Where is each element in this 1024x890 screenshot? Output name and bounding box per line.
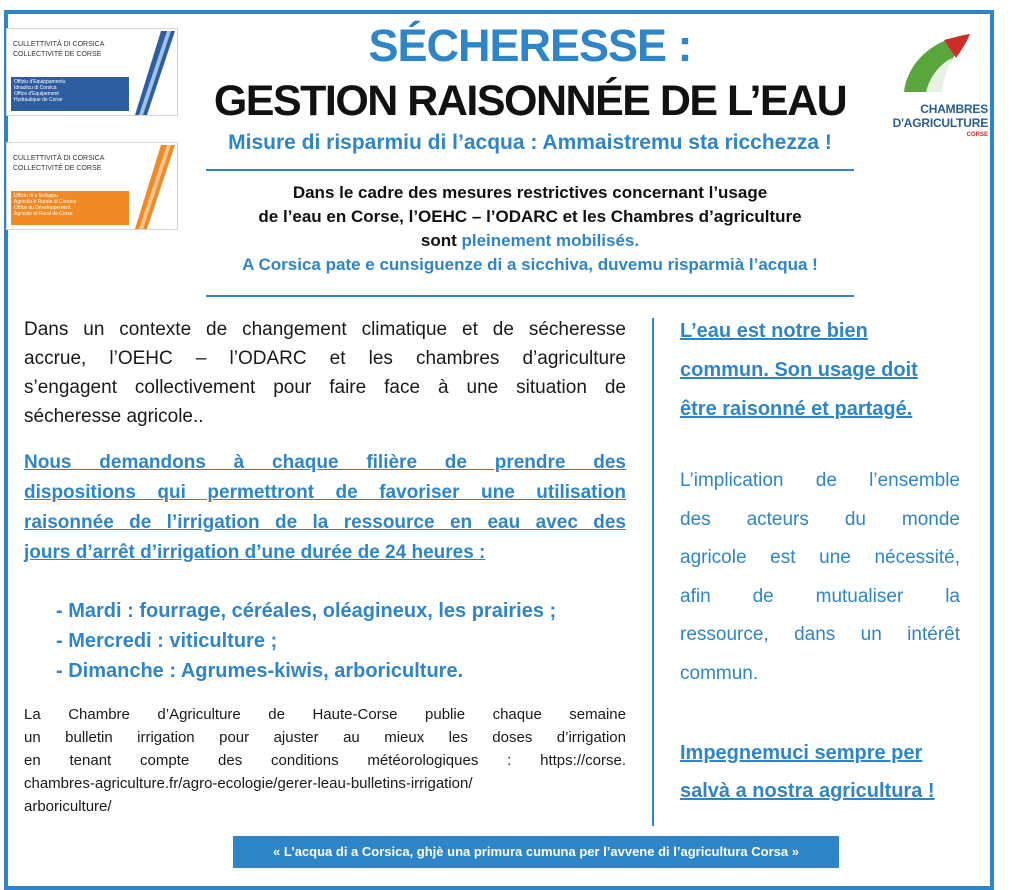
oehc-logo — [6, 28, 178, 116]
sidebar-body-line: ressource, dans un intérêt — [680, 624, 960, 645]
odarc-band-text: Agricole et Rural de Corse — [14, 211, 73, 217]
chambres-logo-sub: CORSE — [966, 132, 988, 138]
oehc-band-text: Hydraulique de Corse — [14, 97, 63, 103]
context-line: accrue, l’OEHC – l’ODARC et les chambres d’agriculture — [24, 348, 626, 369]
odarc-logo-line2: COLLECTIVITÉ DE CORSE — [13, 165, 102, 172]
sidebar-body-line: des acteurs du monde — [680, 508, 960, 530]
oehc-band-text: Office d'Équipement — [14, 91, 59, 97]
intro-line: de l’eau en Corse, l’OEHC – l’ODARC et les Chambres d’agriculture — [258, 207, 802, 226]
bulletin-paragraph — [24, 703, 626, 818]
divider-bottom — [206, 295, 854, 297]
context-line: sécheresse agricole.. — [24, 406, 204, 427]
day-item-mardi: - Mardi : fourrage, céréales, oléagineux, les prairies ; — [56, 600, 557, 622]
oehc-logo-line1: CULLETTIVITÀ DI CORSICA — [13, 41, 105, 48]
demand-line: dispositions qui permettront de favoriser une utilisation — [24, 482, 626, 503]
sidebar-headline-line: L’eau est notre bien — [680, 320, 868, 342]
chambres-logo-name-line1: CHAMBRES — [920, 102, 988, 116]
day-item-mercredi: - Mercredi : viticulture ; — [56, 630, 278, 652]
sidebar-footer-slogan — [680, 734, 970, 810]
irrigation-days-list — [56, 596, 636, 686]
demand-line: raisonnée de l’irrigation de la ressource en eau avec des — [24, 512, 626, 533]
oehc-logo-band — [11, 77, 129, 111]
day-item-dimanche: - Dimanche : Agrumes-kiwis, arboriculture. — [56, 660, 464, 682]
sidebar-headline-line: commun. Son usage doit — [680, 359, 918, 381]
intro-line — [200, 229, 860, 253]
bulletin-line: en tenant compte des conditions météorologiques : https://corse. — [24, 752, 626, 769]
intro-corsican-line: A Corsica pate e cunsiguenze di a sicchiva, duvemu risparmià l’acqua ! — [242, 255, 818, 274]
sidebar-headline-line: être raisonné et partagé. — [680, 398, 913, 420]
odarc-band-text: Office du Développement — [14, 205, 71, 211]
subtitle-corsican: Misure di risparmiu di l’acqua : Ammaistremu sta ricchezza ! — [228, 131, 832, 154]
sidebar-body — [680, 462, 960, 693]
odarc-logo-band — [11, 191, 129, 225]
sidebar-body-line: L’implication de l’ensemble — [680, 470, 960, 491]
sidebar-body-line: agricole est une nécessité, — [680, 547, 960, 568]
sidebar-body-line: commun. — [680, 662, 759, 684]
footer-banner: « L’acqua di a Corsica, ghjè una primura cumuna per l’avvene di l’agricultura Corsa » — [233, 836, 839, 868]
odarc-band-text: Uffiziu di u Sviluppu — [14, 193, 58, 199]
demand-line: Nous demandons à chaque filière de prendre des — [24, 452, 626, 473]
intro-block — [200, 181, 860, 277]
odarc-band-text: Agricula è Rurale di Corsica — [14, 199, 76, 205]
demand-line: jours d’arrêt d’irrigation d’une durée de 24 heures : — [24, 542, 486, 563]
bulletin-line: arboriculture/ — [24, 798, 112, 815]
oehc-logo-line2: COLLECTIVITÉ DE CORSE — [13, 51, 102, 58]
bulletin-line: un bulletin irrigation pour ajuster au mieux les doses d’irrigation — [24, 729, 626, 746]
odarc-slash-graphic — [135, 145, 175, 229]
chambres-leaf-icon — [896, 30, 976, 100]
context-line: Dans un contexte de changement climatique et de sécheresse — [24, 319, 626, 340]
odarc-logo-line1: CULLETTIVITÀ DI CORSICA — [13, 155, 105, 162]
oehc-band-text: Offiziu d'Equippamentu — [14, 79, 66, 85]
sidebar-headline — [680, 312, 970, 429]
oehc-slash-graphic — [135, 31, 175, 115]
sidebar-footer-line: salvà a nostra agricultura ! — [680, 780, 935, 802]
odarc-logo — [6, 142, 178, 230]
intro-line: Dans le cadre des mesures restrictives concernant l’usage — [292, 183, 768, 202]
bulletin-line: chambres-agriculture.fr/agro-ecologie/gerer-leau-bulletins-irrigation/ — [24, 775, 473, 792]
title-secheresse: SÉCHERESSE : — [368, 20, 692, 71]
context-paragraph — [24, 315, 626, 431]
intro-plain-text: sont — [420, 231, 462, 250]
oehc-band-text: Idraulicu di Corsica — [14, 85, 57, 91]
context-line: s’engagent collectivement pour faire face à une situation de — [24, 377, 626, 398]
column-divider — [652, 318, 654, 826]
sidebar-footer-line: Impegnemuci sempre per — [680, 742, 923, 764]
title-gestion-eau: GESTION RAISONNÉE DE L’EAU — [213, 77, 847, 125]
chambres-logo-name-line2: D'AGRICULTURE — [892, 116, 988, 130]
sidebar-body-line: afin de mutualiser la — [680, 585, 960, 607]
demand-paragraph — [24, 448, 626, 568]
chambres-agriculture-logo — [882, 30, 994, 150]
divider-top — [206, 169, 854, 171]
bulletin-line: La Chambre d’Agriculture de Haute-Corse publie chaque semaine — [24, 706, 626, 723]
chambres-logo-name — [882, 102, 988, 130]
intro-highlight: pleinement mobilisés. — [461, 231, 640, 250]
